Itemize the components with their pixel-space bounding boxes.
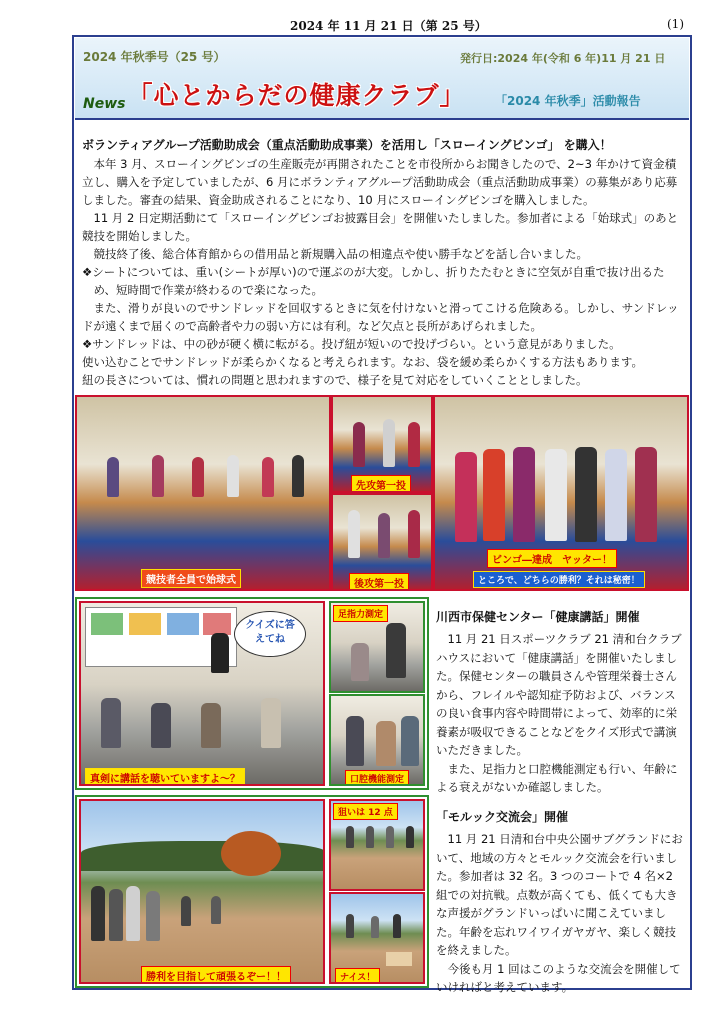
photo-aim-12 [329, 799, 425, 891]
photo-nice-shot [329, 892, 425, 984]
section1-para: 11 月 2 日定期活動にて「スローイングビンゴお披露目会」を開催いたしました。参加者による「始球式」のあと競技を開始しました。 [82, 211, 679, 243]
photo-opening-ceremony [75, 395, 331, 591]
page-number: (1) [667, 17, 684, 31]
photo-mouth-test [329, 694, 425, 786]
section1-heading: ボランティアグループ活動助成会（重点活動助成事業）を活用し「スローイングビンゴ」 を購入！ [82, 138, 612, 152]
issue-label: 2024 年秋季号（25 号） [83, 50, 226, 64]
caption-aim-12: 狙いは 12 点 [333, 803, 398, 820]
quiz-bubble-text: クイズに答えてね [245, 620, 295, 645]
section1-body [82, 155, 686, 389]
section3-body [436, 830, 684, 997]
section2-body [436, 630, 684, 797]
section1-para: ❖サンドレッドは、中の砂が硬く横に転がる。投げ紐が短いので投げづらい。という意見がありました。 [82, 337, 621, 351]
caption-foot-test: 足指力測定 [333, 605, 388, 622]
section3-heading: 「モルック交流会」開催 [436, 810, 569, 824]
section1-para: ❖シートについては、重い(シートが厚い)ので運ぶのが大変。しかし、折りたたむときに空気が自重で抜け出るため、短時間で作業が終わるので楽になった。 [82, 265, 665, 297]
caption-second-throw: 後攻第一投 [349, 573, 409, 591]
publish-date: 発行日:2024 年(令和 6 年)11 月 21 日 [460, 52, 666, 65]
section2-para: 11 月 21 日スポーツクラブ 21 清和台クラブハウスにおいて「健康講話」を開催いたしました。保健センターの職員さんや管理栄養士さんから、フレイルや認知症予防および、バランスの良い食事内容や時間帯によって、効率的に栄養素が吸収できることなどをクイズ形式で講演いただきました。 [436, 632, 682, 757]
photo-bingo-group [433, 395, 689, 591]
caption-first-throw: 先攻第一投 [351, 475, 411, 493]
masthead [75, 38, 689, 120]
section1-para: 本年 3 月、スローイングビンゴの生産販売が再開されたことを市役所からお聞きしたので、2~3 年かけて資金積立し、購入を予定していましたが、6 月にボランティアグループ活動助成会（重点活動助成事業）の募集があり応募しました。審査の結果、資金助成されることになり、10 月にスローイングビンゴを購入しました。 [82, 157, 678, 207]
section1-para: また、滑りが良いのでサンドレッドを回収するときに気を付けないと滑ってこける危険ある。しかし、サンドレッドが遠くまで届くので高齢者や力の弱い方には有利。など欠点と長所があげられました。 [82, 301, 679, 333]
title-row [83, 76, 466, 112]
section1-para: 紐の長さについては、慣れの問題と思われますので、様子を見て対応をしていくこととしました。 [82, 373, 588, 387]
photo-second-throw [331, 493, 433, 591]
caption-aim-to-win: 勝利を目指して頑張るぞー！！ [141, 966, 291, 984]
caption-listening: 真剣に講話を聴いていますよ～？ [85, 768, 245, 786]
quiz-speech-bubble [234, 611, 306, 657]
newsletter-title: 「心とからだの健康クラブ」 [127, 81, 466, 110]
caption-mouth-test: 口腔機能測定 [345, 770, 409, 786]
section2-heading: 川西市保健センター「健康講話」開催 [436, 610, 640, 624]
masthead-subtitle: 「2024 年秋季」活動報告 [495, 94, 641, 108]
photo-molkky-game [79, 799, 325, 984]
section3-para: 今後も月 1 回はこのような交流会を開催していければと考えています。 [436, 961, 681, 994]
caption-opening: 競技者全員で始球式 [141, 569, 241, 588]
news-label: News [83, 96, 126, 112]
issue-date-line: 2024 年 11 月 21 日（第 25 号） [290, 19, 487, 33]
caption-bingo: ビンゴ―達成 ヤッター！ [487, 549, 617, 568]
section2-para: また、足指力と口腔機能測定も行い、年齢による衰えがないか確認しました。 [436, 761, 678, 794]
photo-first-throw [331, 395, 433, 493]
section1-para: 競技終了後、総合体育館からの借用品と新規購入品の相違点や使い勝手などを話し合いました。 [93, 247, 588, 261]
section1-para: 使い込むことでサンドレッドが柔らかくなると考えられます。なお、袋を緩め柔らかくする方法もあります。 [82, 355, 643, 369]
caption-nice: ナイス！ [335, 968, 380, 984]
caption-secret: ところで、どちらの勝利？それは秘密！ [473, 571, 645, 588]
section3-para: 11 月 21 日清和台中央公園サブグランドにおいて、地域の方々とモルック交流会を行いました。参加者は 32 名。3 つのコートで 4 名×2 組での対抗戦。点数が高くても、低くても大きな声援がグランドいっぱいに聞こえていました。年齢を忘れワイワイガヤガヤ、楽しく競技を終えました。 [436, 832, 683, 957]
photo-foot-test [329, 601, 425, 693]
